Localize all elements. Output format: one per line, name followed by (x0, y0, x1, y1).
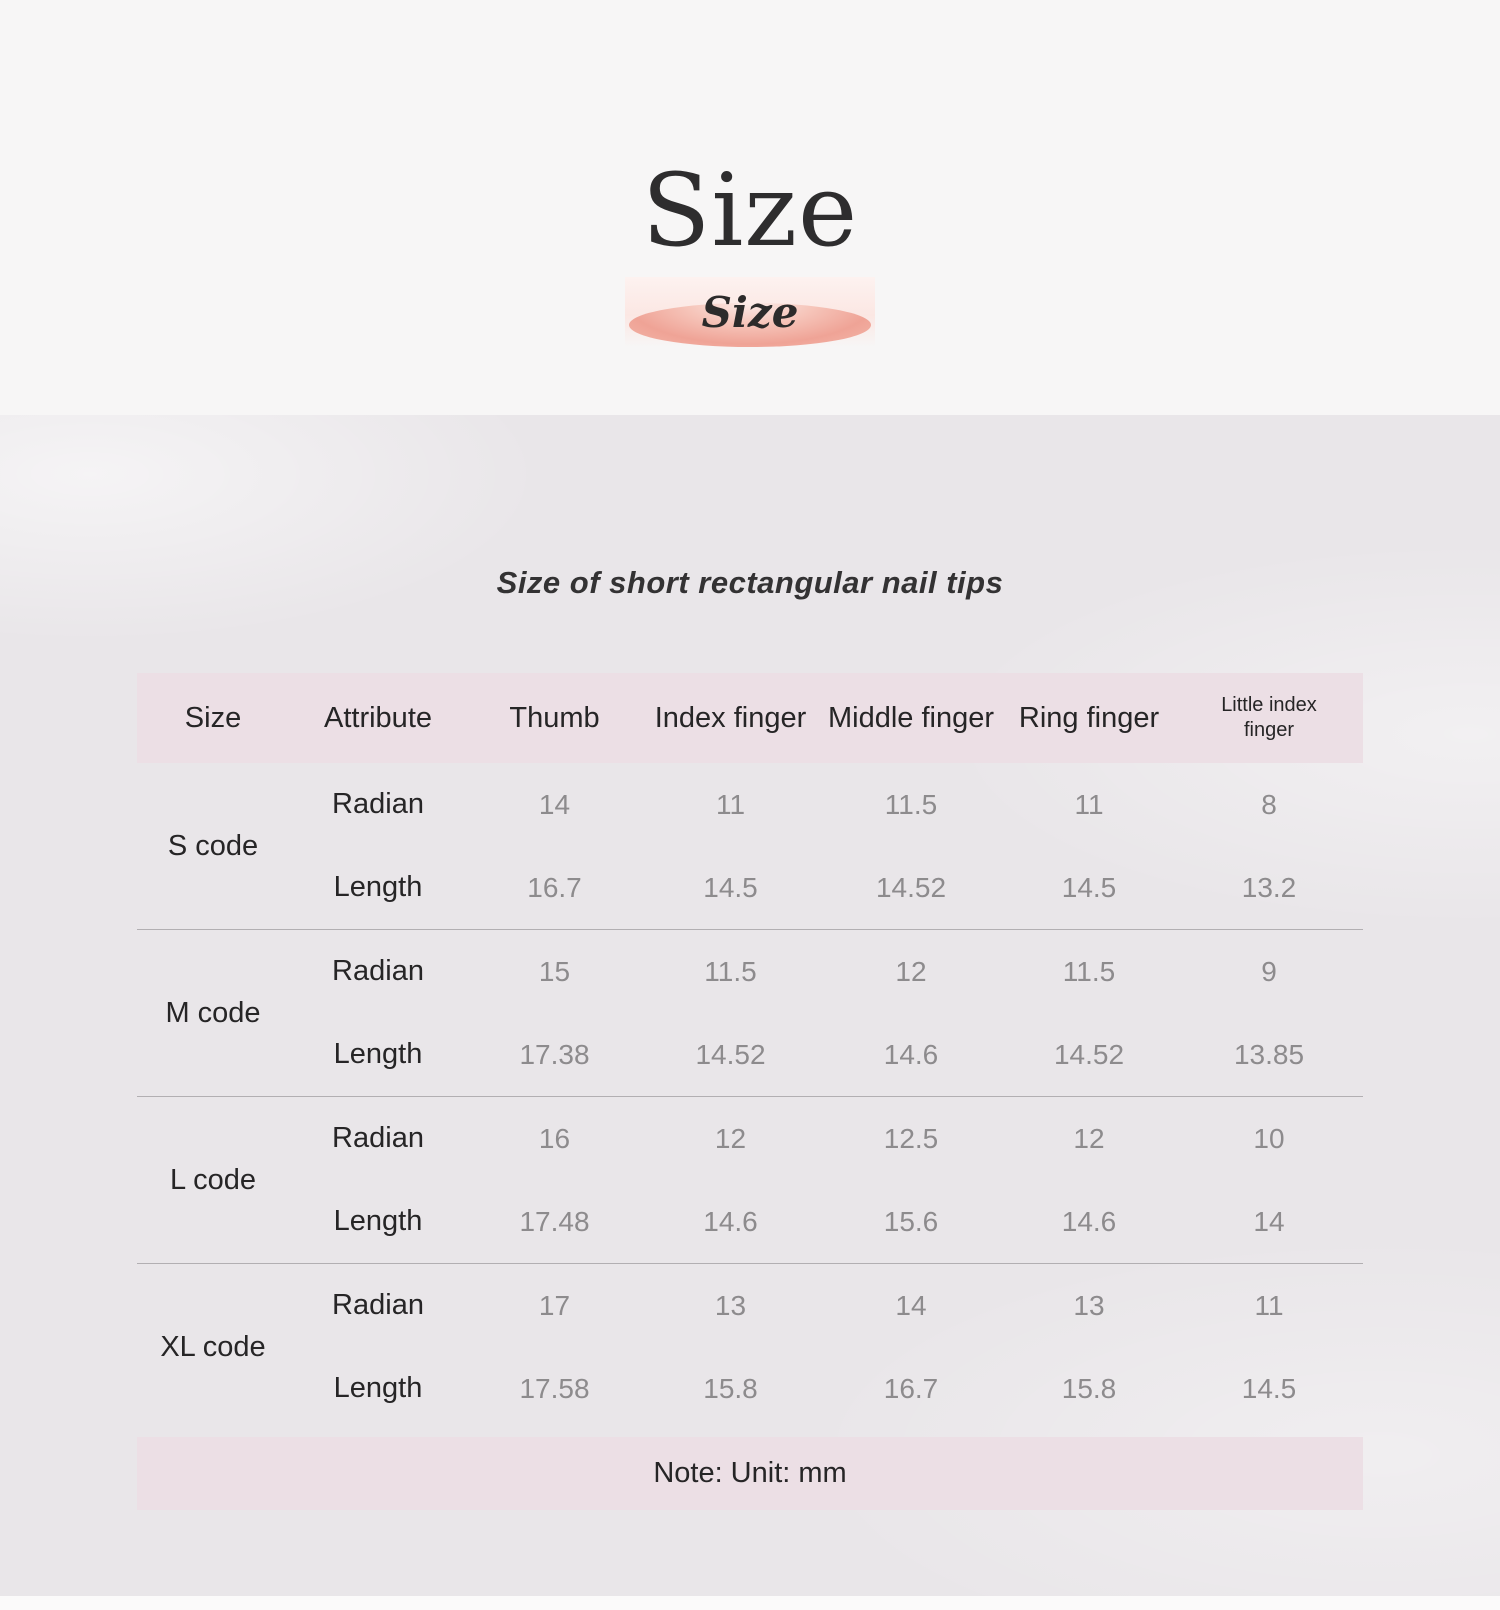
value-cell: 12.5 (883, 1122, 939, 1154)
value-cell: 17.48 (519, 1205, 590, 1237)
value-cell: 11.5 (704, 955, 757, 987)
value-cell: 14.5 (703, 871, 758, 903)
value-cell: 12 (895, 955, 927, 987)
value-cell: 11.5 (1062, 955, 1116, 987)
size-badge (625, 277, 875, 347)
value-cell: 14 (538, 788, 571, 820)
value-cell: 13.85 (1233, 1038, 1305, 1070)
attribute-label: Radian (332, 1122, 424, 1154)
header-cell-attribute: Attribute (324, 701, 432, 734)
page-title: Size (641, 152, 859, 269)
value-cell: 14.5 (1241, 1372, 1297, 1404)
value-cell: 12 (714, 1122, 747, 1154)
table-note-text: Note: Unit: mm (653, 1457, 847, 1489)
size-label: XL code (160, 1330, 266, 1363)
bottom-white-strip (0, 1596, 1500, 1610)
value-cell: 16.7 (883, 1372, 939, 1404)
value-cell: 14.6 (1061, 1205, 1117, 1237)
table-caption: Size of short rectangular nail tips (496, 565, 1004, 600)
header-cell-ring-finger: Ring finger (1018, 701, 1160, 734)
table-header-row (137, 673, 1363, 763)
value-cell: 15.8 (1061, 1372, 1117, 1404)
value-cell: 17 (538, 1289, 571, 1321)
attribute-label: Length (333, 1038, 423, 1070)
value-cell: 15 (538, 955, 571, 987)
title-section (0, 0, 1500, 415)
value-cell: 11 (1074, 788, 1104, 820)
attribute-label: Radian (332, 1289, 424, 1321)
value-cell: 17.58 (519, 1372, 590, 1404)
value-cell: 14.5 (1061, 871, 1117, 903)
value-cell: 11.5 (884, 788, 938, 820)
value-cell: 13 (1073, 1289, 1105, 1321)
attribute-label: Length (333, 1372, 423, 1404)
value-cell: 11 (1254, 1289, 1284, 1321)
value-cell: 17.38 (519, 1038, 590, 1070)
attribute-label: Radian (332, 788, 424, 820)
value-cell: 10 (1253, 1122, 1285, 1154)
badge-label: Size (701, 287, 799, 337)
value-cell: 14 (895, 1289, 927, 1321)
value-cell: 9 (1261, 955, 1277, 987)
value-cell: 12 (1073, 1122, 1105, 1154)
value-cell: 14.52 (695, 1038, 766, 1070)
header-cell-index-finger: Index finger (654, 701, 807, 734)
size-label: S code (167, 829, 259, 862)
value-cell: 15.8 (703, 1372, 758, 1404)
size-label: M code (165, 996, 261, 1029)
value-cell: 14.6 (703, 1205, 758, 1237)
value-cell: 14.6 (883, 1038, 939, 1070)
value-cell: 16 (538, 1122, 571, 1154)
value-cell: 16.7 (527, 871, 582, 903)
header-cell-size: Size (184, 701, 242, 734)
value-cell: 13 (714, 1289, 747, 1321)
size-group-l (137, 1096, 1363, 1263)
size-group-s (137, 763, 1363, 929)
size-label: L code (170, 1163, 256, 1196)
value-cell: 8 (1261, 788, 1277, 820)
attribute-label: Length (333, 1205, 423, 1237)
table-note-strip (137, 1437, 1363, 1510)
size-group-m (137, 929, 1363, 1096)
value-cell: 11 (715, 788, 746, 820)
header-cell-little-index-finger-label: Little index finger (1221, 694, 1317, 741)
header-cell-little-index-finger (1175, 693, 1363, 743)
value-cell: 15.6 (883, 1205, 939, 1237)
header-cell-middle-finger: Middle finger (827, 701, 995, 734)
size-chart-section (0, 415, 1500, 1596)
value-cell: 13.2 (1241, 871, 1297, 903)
size-group-xl (137, 1263, 1363, 1430)
header-cell-thumb: Thumb (509, 701, 600, 734)
value-cell: 14 (1253, 1205, 1285, 1237)
value-cell: 14.52 (875, 871, 947, 903)
size-table (137, 673, 1363, 1510)
value-cell: 14.52 (1053, 1038, 1125, 1070)
attribute-label: Radian (332, 955, 424, 987)
attribute-label: Length (333, 871, 423, 903)
